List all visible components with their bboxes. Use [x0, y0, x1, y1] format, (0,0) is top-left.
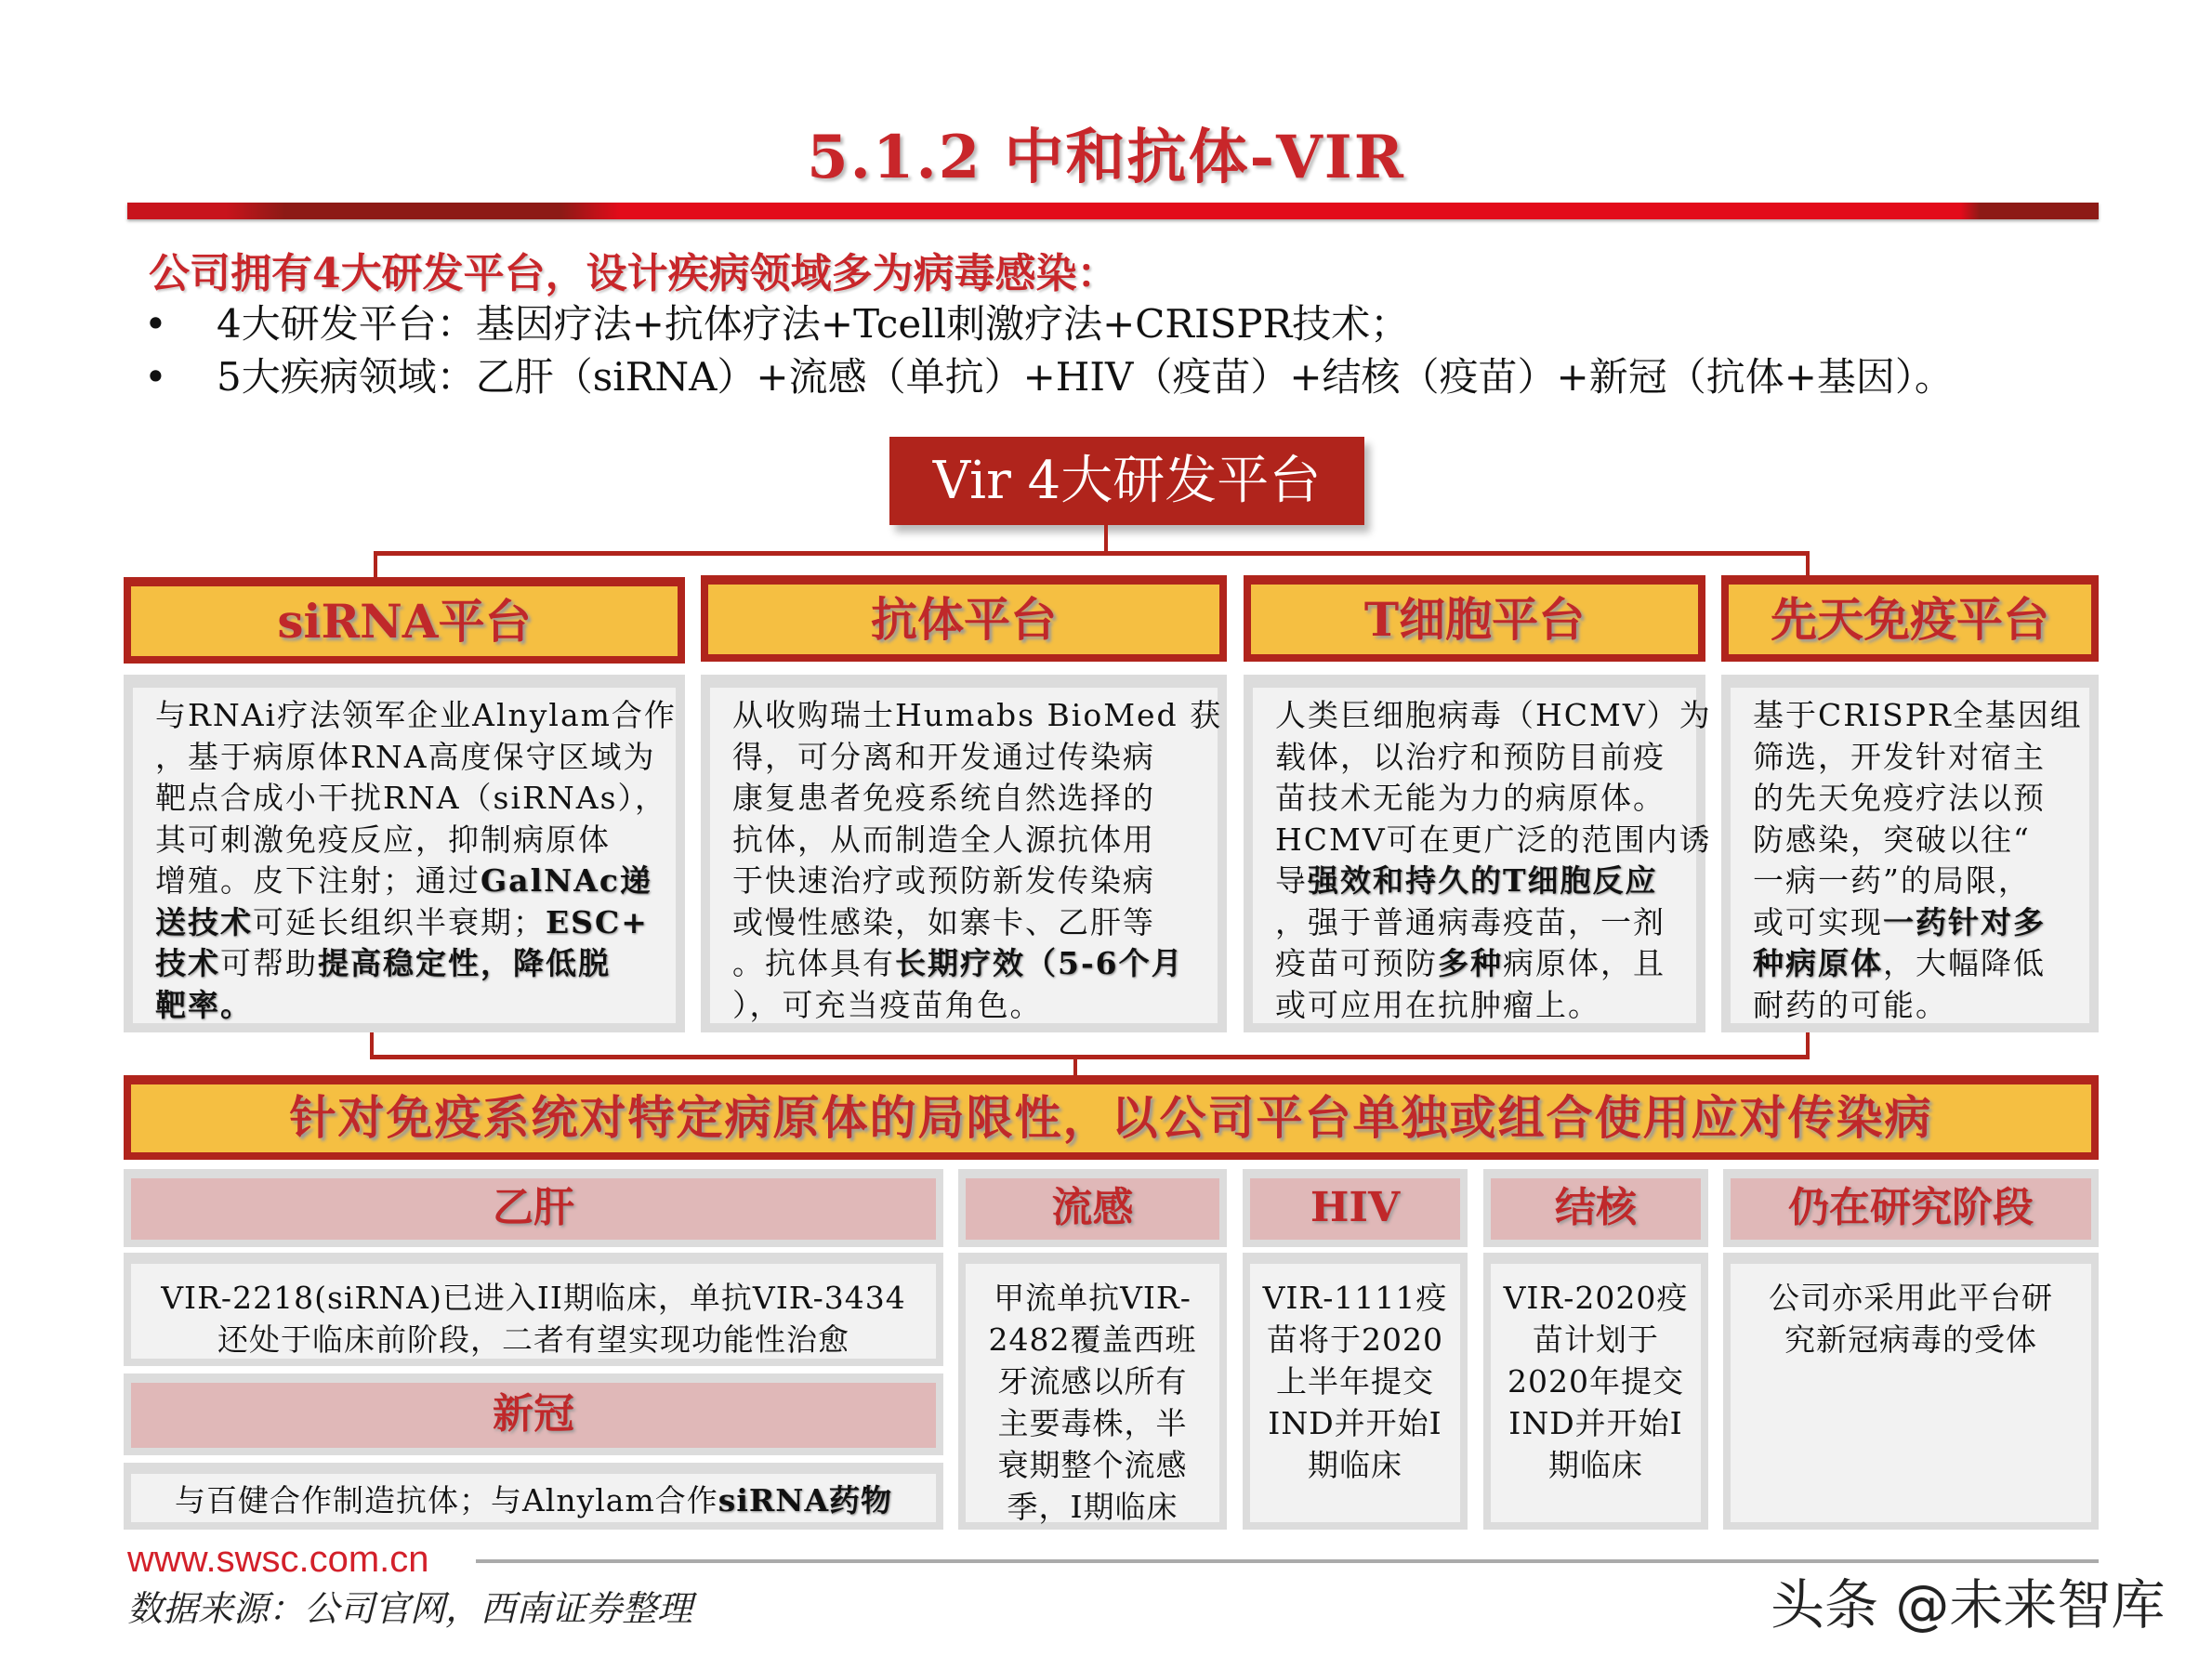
platform-header-sirna: siRNA平台	[124, 577, 685, 664]
disease-header-research: 仍在研究阶段	[1723, 1169, 2099, 1247]
text: 人类巨细胞病毒（HCMV）为	[1275, 697, 1712, 733]
text-line	[732, 861, 1201, 902]
text-line	[1275, 985, 1679, 1027]
text: 2020年提交	[1508, 1363, 1684, 1400]
text-line	[155, 737, 659, 779]
text-line	[1275, 820, 1712, 861]
text-line	[732, 778, 1201, 820]
text-line	[1275, 902, 1679, 944]
disease-header-flu: 流感	[958, 1169, 1227, 1247]
text-line	[1491, 1277, 1701, 1319]
text: 导	[1275, 862, 1308, 899]
text: 康复患者免疫系统自然选择的	[732, 780, 1155, 816]
text: 靶点合成小干扰RNA（siRNAs），	[155, 780, 668, 816]
disease-body-flu	[958, 1253, 1227, 1530]
text-line	[966, 1277, 1219, 1319]
text: ），可充当疫苗角色。	[732, 986, 1043, 1023]
text-line	[1753, 820, 2073, 861]
text-line	[131, 1319, 936, 1360]
platform-body-innate	[1721, 675, 2099, 1032]
bold-text: 种病原体	[1753, 945, 1883, 981]
connector-line	[374, 551, 377, 579]
disease-body-tb	[1483, 1253, 1708, 1530]
text-line	[1275, 695, 1712, 737]
text: 期临床	[1548, 1447, 1643, 1483]
text: 上半年提交	[1276, 1363, 1434, 1400]
disease-header-tb: 结核	[1483, 1169, 1708, 1247]
bold-text: 一药针对多	[1883, 903, 2046, 940]
text-line	[1731, 1277, 2091, 1319]
bold-text: ESC+	[546, 903, 649, 940]
text: IND并开始I	[1268, 1405, 1442, 1441]
text: 得，可分离和开发通过传染病	[732, 738, 1155, 775]
text-line	[1753, 737, 2073, 779]
bold-text: 提高稳定性，降低脱	[318, 945, 611, 981]
text-line	[1250, 1444, 1460, 1486]
text: ，基于病原体RNA高度保守区域为	[155, 738, 656, 775]
bullet-text: 4大研发平台：基因疗法+抗体疗法+Tcell刺激疗法+CRISPR技术；	[217, 301, 1410, 347]
disease-header-covid: 新冠	[124, 1373, 943, 1455]
strategy-banner: 针对免疫系统对特定病原体的局限性，以公司平台单独或组合使用应对传染病	[124, 1075, 2099, 1160]
text-line	[1753, 902, 2073, 944]
text: 一病一药”的局限，	[1753, 862, 2031, 899]
text-line	[732, 695, 1223, 737]
title-divider-bar	[127, 203, 2099, 219]
text: VIR-1111疫	[1262, 1280, 1448, 1316]
bold-text: 送技术	[155, 903, 253, 940]
text: 2482覆盖西班	[988, 1321, 1197, 1358]
bullet-item	[144, 347, 1954, 402]
text-line	[732, 902, 1201, 944]
bold-text: 技术	[155, 945, 220, 981]
text-line	[1491, 1319, 1701, 1360]
text: 还处于临床前阶段，二者有望实现功能性治愈	[217, 1321, 849, 1358]
text: 增殖。皮下注射；通过	[155, 862, 481, 899]
text: 。抗体具有	[732, 945, 895, 981]
text: VIR-2020疫	[1503, 1280, 1689, 1316]
text: 病原体，且	[1503, 945, 1666, 981]
text-line	[1753, 778, 2073, 820]
platform-header-innate: 先天免疫平台	[1721, 575, 2099, 662]
text: 的先天免疫疗法以预	[1753, 780, 2046, 816]
connector-line	[370, 1055, 1810, 1059]
bold-text: siRNA药物	[718, 1482, 893, 1518]
text: 苗技术无能为力的病原体。	[1275, 780, 1666, 816]
text-line	[1250, 1277, 1460, 1319]
text: 耐药的可能。	[1753, 986, 1948, 1023]
text-line	[1753, 985, 2073, 1027]
platform-body-sirna	[124, 675, 685, 1032]
bullet-dot-icon: •	[144, 354, 167, 400]
connector-line	[1073, 1055, 1077, 1077]
text: ，大幅降低	[1883, 945, 2046, 981]
disease-body-hbv	[124, 1253, 943, 1366]
text: 可延长组织半衰期；	[253, 903, 546, 940]
text-line	[1275, 943, 1679, 985]
text: 于快速治疗或预防新发传染病	[732, 862, 1155, 899]
text: 防感染，突破以往“	[1753, 821, 2031, 858]
text: 疫苗可预防	[1275, 945, 1438, 981]
text-line	[1275, 737, 1679, 779]
text: 甲流单抗VIR-	[994, 1280, 1192, 1316]
disease-body-hiv	[1243, 1253, 1468, 1530]
text-line	[155, 778, 668, 820]
disease-header-hiv: HIV	[1243, 1169, 1468, 1247]
text: 或可实现	[1753, 903, 1883, 940]
subtitle: 公司拥有4大研发平台，设计疾病领域多为病毒感染：	[149, 250, 1118, 297]
text: 季，I期临床	[1007, 1489, 1178, 1525]
text-line	[155, 943, 659, 985]
bold-text: 长期疗效（5-6个月	[895, 945, 1184, 981]
bullet-item	[144, 294, 1409, 349]
disease-body-covid	[124, 1463, 943, 1530]
bold-text: GalNAc递	[481, 862, 652, 899]
text-line	[1250, 1360, 1460, 1402]
text: 牙流感以所有	[997, 1363, 1188, 1400]
page-title: 5.1.2 中和抗体-VIR	[807, 123, 1405, 192]
text-line	[1275, 778, 1679, 820]
text: 与RNAi疗法领军企业Alnylam合作	[155, 697, 677, 733]
text: 或可应用在抗肿瘤上。	[1275, 986, 1600, 1023]
data-source-note: 数据来源：公司官网，西南证券整理	[127, 1588, 693, 1629]
text: 苗将于2020	[1267, 1321, 1443, 1358]
text-line	[1275, 861, 1679, 902]
text: 其可刺激免疫反应，抑制病原体	[155, 821, 611, 858]
text-line	[1753, 695, 2083, 737]
bold-text: 多种	[1438, 945, 1503, 981]
text-line	[732, 820, 1201, 861]
text-line	[1250, 1402, 1460, 1444]
text: 筛选，开发针对宿主	[1753, 738, 2046, 775]
platform-body-tcell	[1244, 675, 1712, 1032]
watermark: 头条 @未来智库	[1771, 1573, 2166, 1636]
text: 可帮助	[220, 945, 318, 981]
text-line	[966, 1486, 1219, 1528]
center-platform-box: Vir 4大研发平台	[889, 437, 1364, 525]
text: 载体，以治疗和预防目前疫	[1275, 738, 1666, 775]
text-line	[1491, 1402, 1701, 1444]
website-link[interactable]: www.swsc.com.cn	[127, 1539, 429, 1580]
text-line	[1250, 1319, 1460, 1360]
platform-header-tcell: T细胞平台	[1244, 575, 1705, 662]
text-line	[1731, 1319, 2091, 1360]
bullet-dot-icon: •	[144, 301, 167, 347]
text-line	[155, 861, 659, 902]
text-line	[1491, 1444, 1701, 1486]
text: 从收购瑞士Humabs BioMed 获	[732, 697, 1223, 733]
text-line	[732, 985, 1201, 1027]
text: 基于CRISPR全基因组	[1753, 697, 2083, 733]
connector-line	[374, 551, 1810, 556]
text-line	[155, 695, 677, 737]
text-line	[966, 1319, 1219, 1360]
text: ，强于普通病毒疫苗，一剂	[1275, 903, 1666, 940]
text: 主要毒株，半	[997, 1405, 1188, 1441]
text-line	[732, 943, 1201, 985]
text-line	[966, 1402, 1219, 1444]
text: 衰期整个流感	[997, 1447, 1188, 1483]
text: HCMV可在更广泛的范围内诱	[1275, 821, 1712, 858]
disease-header-hbv: 乙肝	[124, 1169, 943, 1247]
bold-text: 强效和持久的T细胞反应	[1308, 862, 1658, 899]
disease-body-research	[1723, 1253, 2099, 1530]
text-line	[966, 1444, 1219, 1486]
text: 期临床	[1308, 1447, 1402, 1483]
text: 究新冠病毒的受体	[1784, 1321, 2037, 1358]
text-line	[155, 902, 659, 944]
text-line	[1753, 861, 2073, 902]
bullet-text: 5大疾病领域：乙肝（siRNA）+流感（单抗）+HIV（疫苗）+结核（疫苗）+新冠（抗体+基因）。	[217, 354, 1954, 400]
text-line	[732, 737, 1201, 779]
bold-text: 靶率。	[155, 986, 253, 1023]
text: 与百健合作制造抗体；与Alnylam合作	[174, 1482, 718, 1518]
text: 抗体，从而制造全人源抗体用	[732, 821, 1155, 858]
text-line	[1753, 943, 2073, 985]
text-line	[155, 820, 659, 861]
text: 公司亦采用此平台研	[1769, 1280, 2053, 1316]
platform-header-antibody: 抗体平台	[701, 575, 1227, 662]
text: IND并开始I	[1508, 1405, 1683, 1441]
text: 苗计划于	[1533, 1321, 1659, 1358]
platform-body-antibody	[701, 675, 1227, 1032]
text-line	[131, 1479, 936, 1521]
text: VIR-2218(siRNA)已进入II期临床，单抗VIR-3434	[161, 1280, 906, 1316]
text-line	[155, 985, 659, 1027]
text-line	[966, 1360, 1219, 1402]
text-line	[1491, 1360, 1701, 1402]
text-line	[131, 1277, 936, 1319]
text: 或慢性感染，如寨卡、乙肝等	[732, 903, 1155, 940]
